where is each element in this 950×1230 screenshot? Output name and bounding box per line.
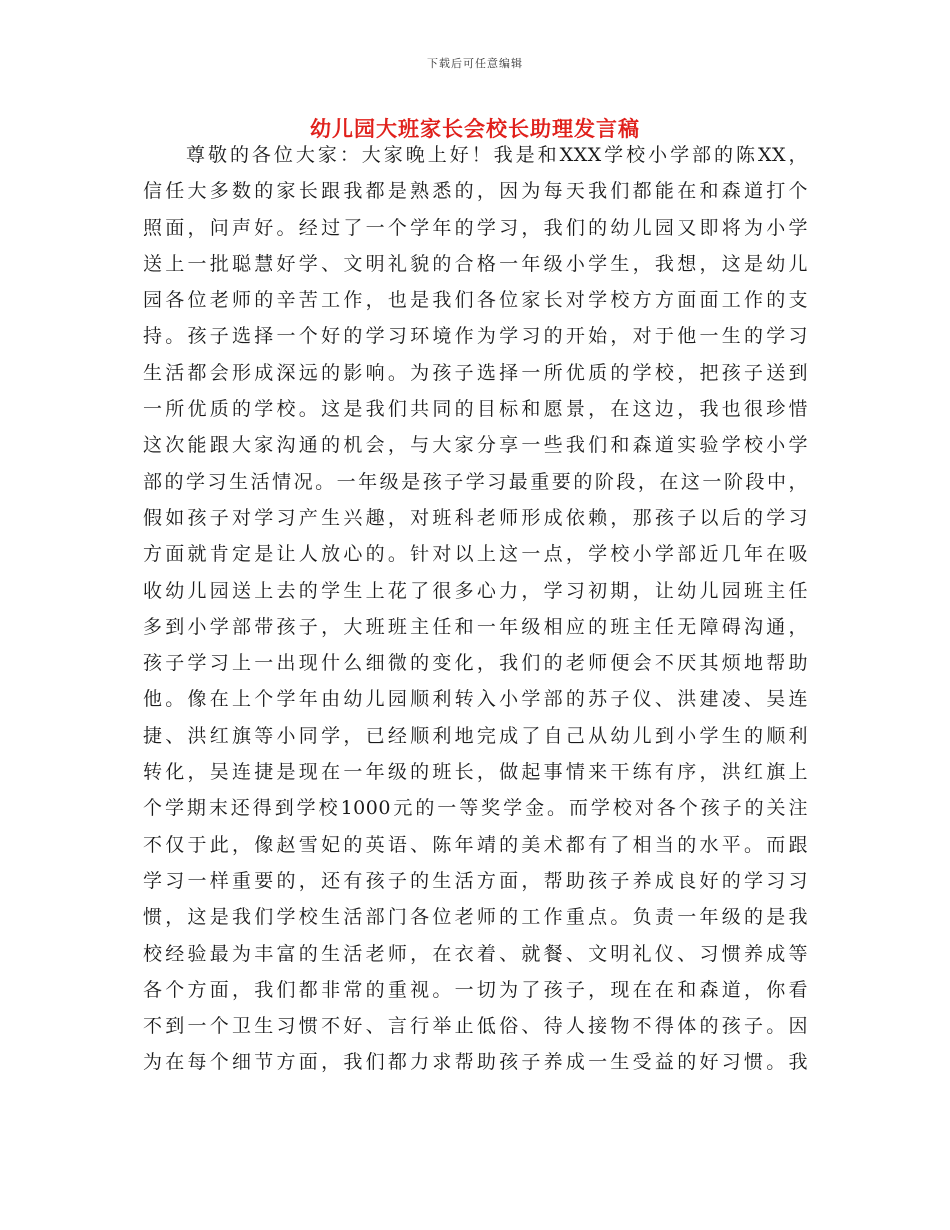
document-title: 幼儿园大班家长会校长助理发言稿 <box>310 116 640 141</box>
body-line: 孩子学习上一出现什么细微的变化，我们的老师便会不厌其烦地帮助 <box>143 652 808 675</box>
body-line: 方面就肯定是让人放心的。针对以上这一点，学校小学部近几年在吸 <box>143 543 808 566</box>
body-line: 学习一样重要的，还有孩子的生活方面，帮助孩子养成良好的学习习 <box>143 869 808 892</box>
body-line: 园各位老师的辛苦工作，也是我们各位家长对学校方方面面工作的支 <box>143 289 808 312</box>
body-line: 收幼儿园送上去的学生上花了很多心力，学习初期，让幼儿园班主任 <box>143 579 808 602</box>
body-line: 照面，问声好。经过了一个学年的学习，我们的幼儿园又即将为小学 <box>143 216 808 239</box>
body-line: 捷、洪红旗等小同学，已经顺利地完成了自己从幼儿到小学生的顺利 <box>143 724 808 747</box>
body-line: 假如孩子对学习产生兴趣，对班科老师形成依赖，那孩子以后的学习 <box>143 506 808 529</box>
body-line: 信任大多数的家长跟我都是熟悉的，因为每天我们都能在和森道打个 <box>143 180 808 203</box>
body-line: 校经验最为丰富的生活老师，在衣着、就餐、文明礼仪、习惯养成等 <box>143 942 808 965</box>
document-body <box>143 137 808 1081</box>
body-line: 各个方面，我们都非常的重视。一切为了孩子，现在在和森道，你看 <box>143 978 808 1001</box>
body-line: 生活都会形成深远的影响。为孩子选择一所优质的学校，把孩子送到 <box>143 361 808 384</box>
body-line: 不仅于此，像赵雪妃的英语、陈年靖的美术都有了相当的水平。而跟 <box>143 833 808 856</box>
body-line: 这次能跟大家沟通的机会，与大家分享一些我们和森道实验学校小学 <box>143 434 808 457</box>
body-line: 一所优质的学校。这是我们共同的目标和愿景，在这边，我也很珍惜 <box>143 398 808 421</box>
body-line: 不到一个卫生习惯不好、言行举止低俗、待人接物不得体的孩子。因 <box>143 1015 808 1038</box>
body-line: 他。像在上个学年由幼儿园顺利转入小学部的苏子仪、洪建凌、吴连 <box>143 688 808 711</box>
body-line: 送上一批聪慧好学、文明礼貌的合格一年级小学生，我想，这是幼儿 <box>143 252 808 275</box>
body-line: 个学期末还得到学校1000元的一等奖学金。而学校对各个孩子的关注 <box>143 797 808 820</box>
body-line: 惯，这是我们学校生活部门各位老师的工作重点。负责一年级的是我 <box>143 906 808 929</box>
body-line: 为在每个细节方面，我们都力求帮助孩子养成一生受益的好习惯。我 <box>143 1051 808 1074</box>
page-header-note: 下载后可任意编辑 <box>427 57 523 70</box>
body-line: 转化，吴连捷是现在一年级的班长，做起事情来干练有序，洪红旗上 <box>143 761 808 784</box>
body-line: 尊敬的各位大家：大家晚上好！我是和XXX学校小学部的陈XX， <box>186 144 808 166</box>
body-line: 部的学习生活情况。一年级是孩子学习最重要的阶段，在这一阶段中， <box>143 470 808 493</box>
body-line: 多到小学部带孩子，大班班主任和一年级相应的班主任无障碍沟通， <box>143 615 808 638</box>
body-line: 持。孩子选择一个好的学习环境作为学习的开始，对于他一生的学习 <box>143 325 808 348</box>
